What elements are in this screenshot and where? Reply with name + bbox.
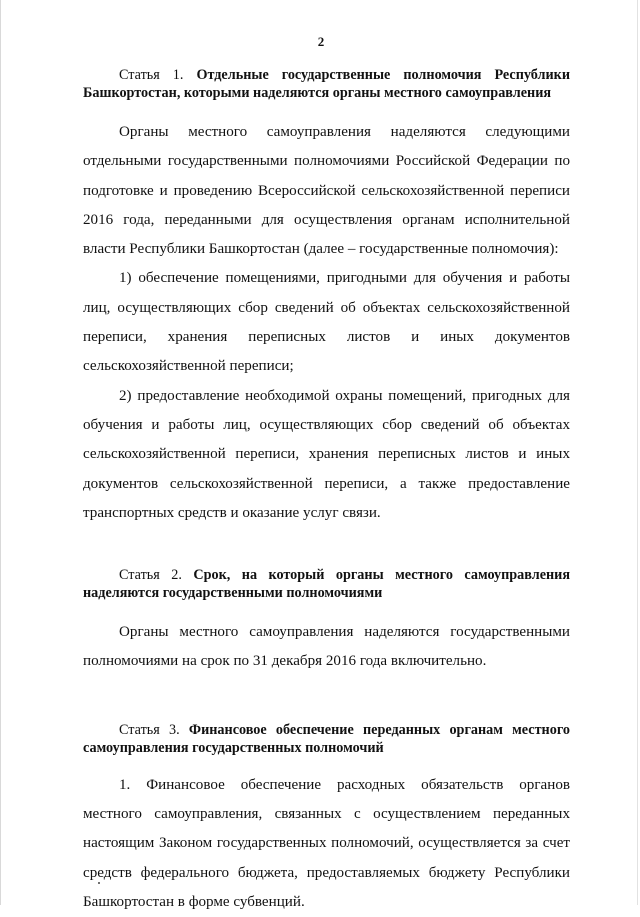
article-3-heading — [83, 721, 570, 757]
page-number: 2 — [317, 34, 325, 49]
section-spacer — [83, 677, 570, 721]
article-2-paragraph: Органы местного самоуправления наделяются государственными полномочиями на срок по 31 декабря 2016 года включительно. — [83, 624, 570, 670]
article-1-heading — [83, 66, 570, 102]
article-1-number: Статья 1. — [119, 67, 184, 83]
article-1-title: Отдельные государственные полномочия Республики Башкортостан, которыми наделяются органы местного самоуправления — [83, 67, 571, 101]
article-1-item-1: 1) обеспечение помещениями, пригодными для обучения и работы лиц, осуществляющих сбор сведений об объектах сельскохозяйственной переписи, хранения переписных листов и иных документов сельскохозяйственной переписи; — [83, 270, 570, 375]
article-1-paragraph: Органы местного самоуправления наделяются следующими отдельными государственными полномочиями Российской Федерации по подготовке и проведению Всероссийской сельскохозяйственной переписи 2016 года, переданными для осуществления органам исполнительной власти Республики Башкортостан (далее – государственные полномочия): — [83, 124, 570, 258]
document-body — [83, 66, 570, 917]
article-3-title: Финансовое обеспечение переданных органам местного самоуправления государственных полномочий — [83, 721, 570, 756]
article-2-number: Статья 2. — [119, 567, 182, 584]
article-2-title: Срок, на который органы местного самоуправления наделяются государственными полномочиями — [83, 567, 571, 602]
page-edge-line — [637, 0, 638, 905]
article-3-number: Статья 3. — [119, 721, 180, 738]
article-2-heading — [83, 566, 570, 602]
section-spacer — [83, 528, 570, 566]
article-1-item-2: 2) предоставление необходимой охраны помещений, пригодных для обучения и работы лиц, осуществляющих сбор сведений об объектах сельскохозяйственной переписи, хранения переписных листов и иных документов сельскохозяйственной переписи, а также предоставление транспортных средств и оказание услуг связи. — [83, 387, 570, 521]
scan-speck — [98, 882, 100, 884]
article-3-paragraph: 1. Финансовое обеспечение расходных обязательств органов местного самоуправления, связанных с осуществлением переданных настоящим Законом государственных полномочий, осуществляется за счет средств федерального бюджета, предоставляемых бюджету Республики Башкортостан в форме субвенций. — [83, 776, 570, 910]
